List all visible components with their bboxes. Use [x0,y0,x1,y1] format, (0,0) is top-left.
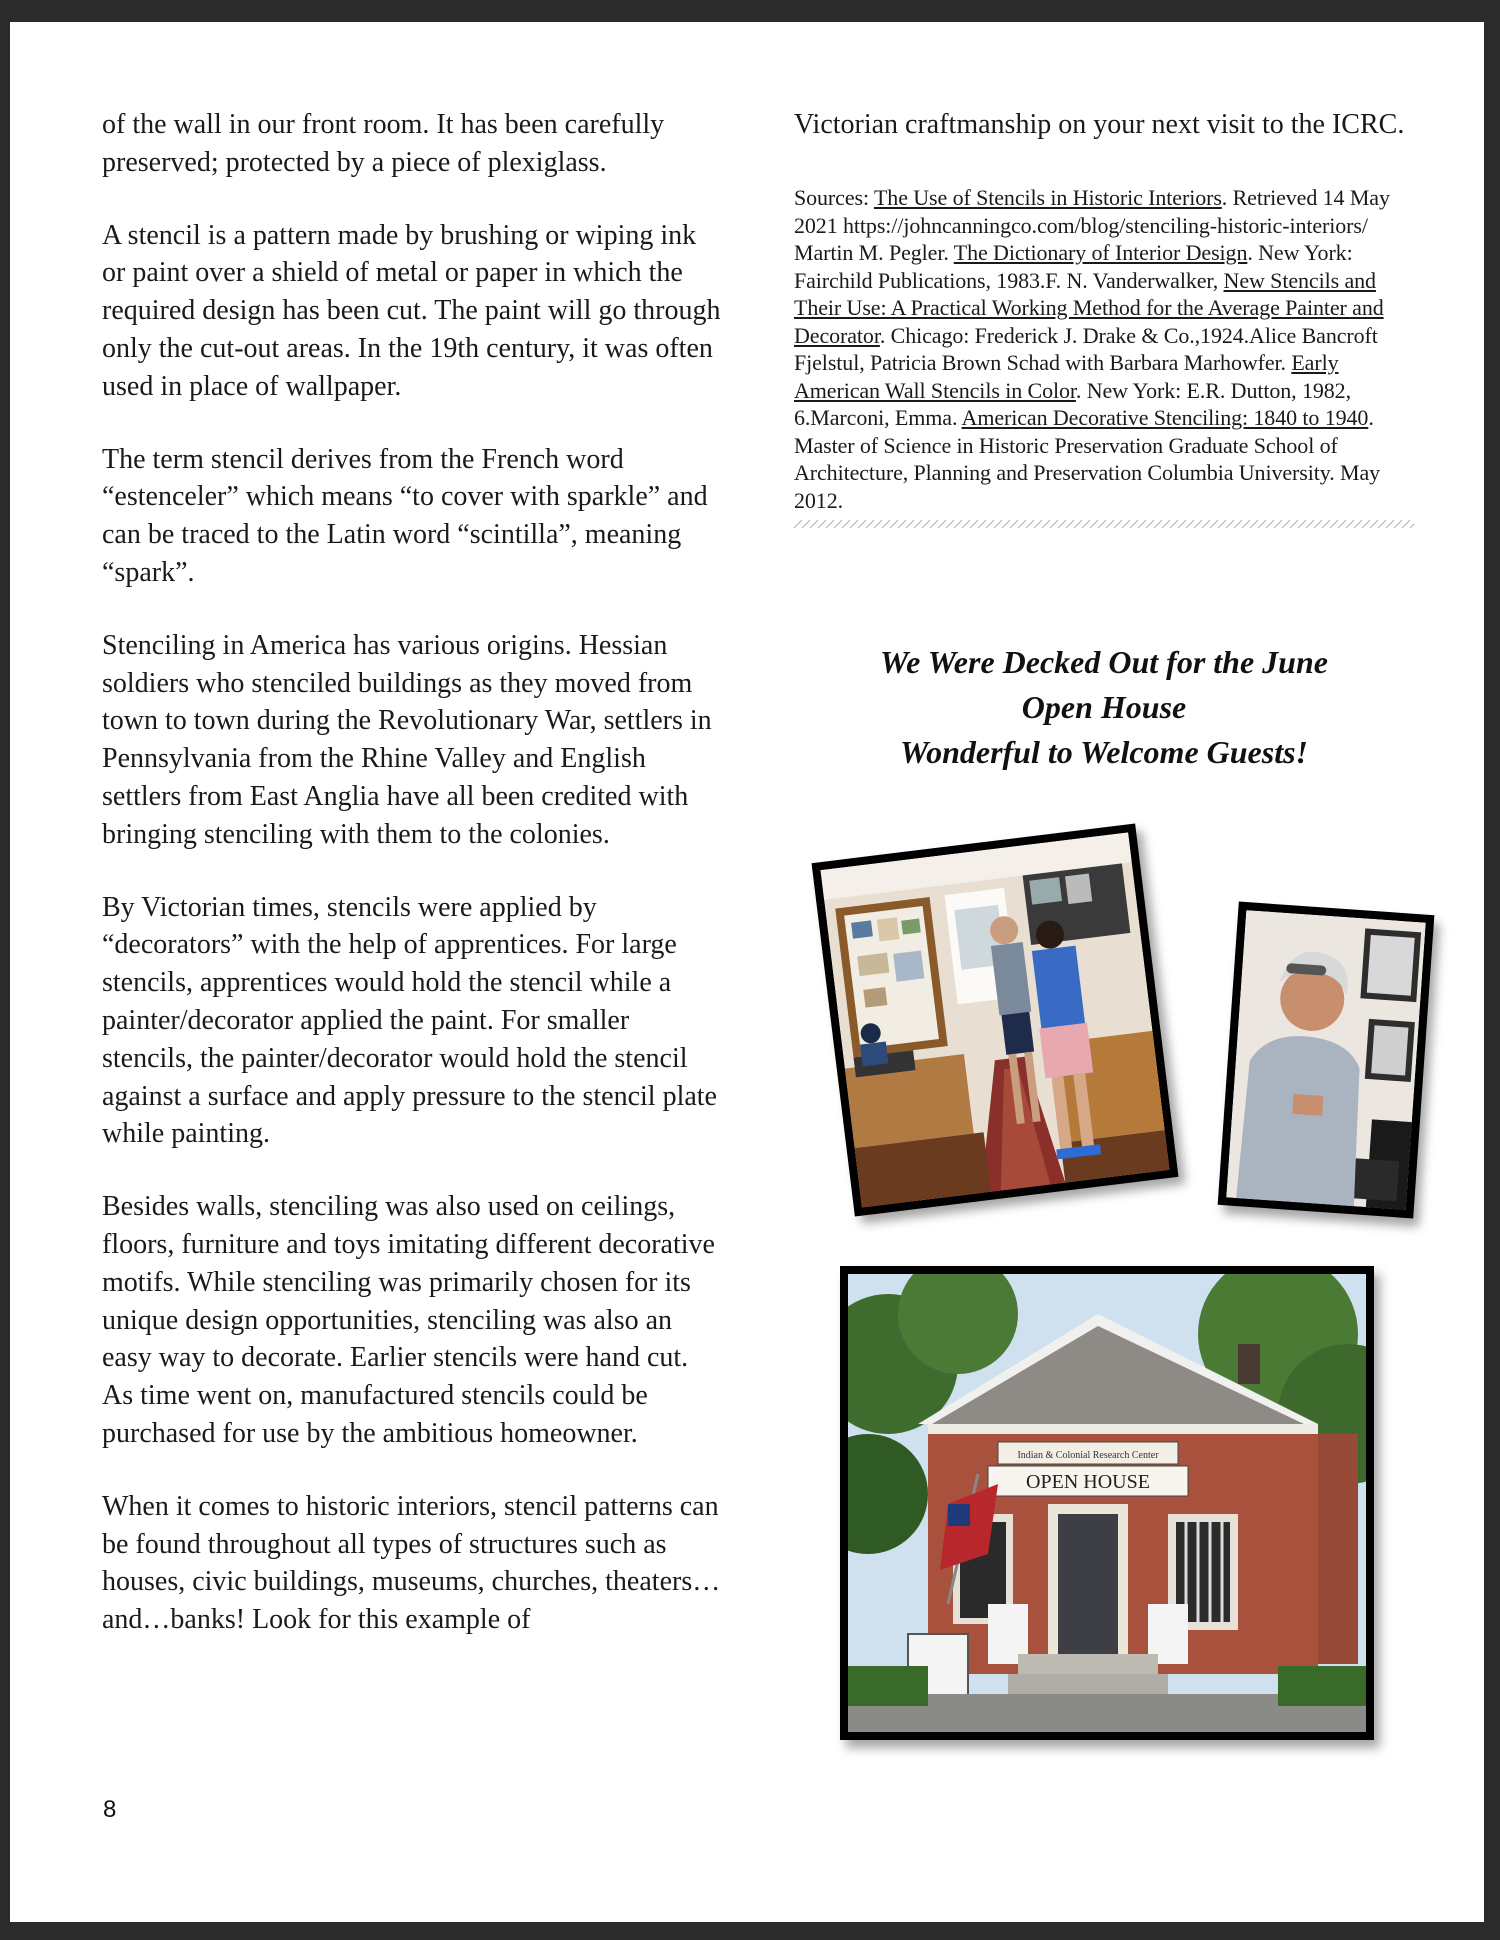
headline-line-1: We Were Decked Out for the June [880,644,1328,680]
paragraph-3: The term stencil derives from the French word “estenceler” which means “to cover with sparkle” and can be traced to the Latin word “scintilla”, meaning “spark”. [102,443,708,588]
paragraph-5: By Victorian times, stencils were applied by “decorators” with the help of apprentices. For large stencils, apprentices would hold the stencil while a painter/decorator applied the paint. For smaller stencils, the painter/decorator would hold the stencil against a surface and apply pressure to the stencil plate while painting. [102,891,717,1150]
paragraph-4: Stenciling in America has various origins. Hessian soldiers who stenciled buildings as they moved from town to town during the Revolutionary War, settlers in Pennsylvania from the Rhine Valley and English settlers from East Anglia have all been credited with bringing stenciling with them to the colonies. [102,629,712,850]
source-link[interactable]: New Stencils and Their Use: A Practical Working Method for the Average Painter and Decorator [794,267,1384,348]
headline-line-3: Wonderful to Welcome Guests! [899,734,1308,770]
building-sign-big: OPEN HOUSE [1026,1471,1150,1493]
sources-text: . Chicago: Frederick J. Drake & Co.,1924.Alice Bancroft Fjelstul, Patricia Brown Schad with Barbara Marhowfer. [794,322,1378,375]
photo-interior-visitors [812,823,1179,1216]
source-link[interactable]: American Decorative Stenciling: 1840 to 1940 [961,405,1369,430]
paragraph-2: A stencil is a pattern made by brushing or wiping ink or paint over a shield of metal or paper in which the required design has been cut. The paint will go through only the cut-out areas. In the 19th century, it was often used in place of wallpaper. [102,219,721,402]
building-sign-small: Indian & Colonial Research Center [1017,1450,1159,1461]
source-link[interactable]: The Dictionary of Interior Design [953,240,1248,265]
paragraph-7: When it comes to historic interiors, stencil patterns can be found throughout all types of structures such as houses, civic buildings, museums, churches, theaters…and…banks! Look for this example of [102,1490,721,1636]
source-link[interactable]: Early American Wall Stencils in Color [794,350,1339,403]
document-page [10,22,1484,1922]
sources-text: . New York: Fairchild Publications, 1983.F. N. Vanderwalker, [794,240,1353,293]
photo-brick-building [840,1266,1374,1740]
source-link[interactable]: The Use of Stencils in Historic Interiors [873,185,1222,210]
headline-line-2: Open House [1021,689,1187,725]
right-column [794,106,1414,528]
sources-block [794,184,1414,520]
paragraph-1: of the wall in our front room. It has been carefully preserved; protected by a piece of plexiglass. [102,109,665,178]
sources-text: . New York: E.R. Dutton, 1982, 6.Marconi, Emma. [794,377,1351,430]
building-photo-image [848,1274,1366,1732]
left-column [102,106,722,1674]
continuation-paragraph: Victorian craftmanship on your next visit to the ICRC. [794,109,1405,140]
man-photo-image [1226,910,1426,1210]
sources-text: . Retrieved 14 May 2021 https://johncanningco.com/blog/stenciling-historic-interiors/ Martin M. Pegler. [794,185,1390,265]
paragraph-6: Besides walls, stenciling was also used on ceilings, floors, furniture and toys imitating different decorative motifs. While stenciling was primarily chosen for its unique design opportunities, stenciling was also an easy way to decorate. Earlier stencils were hand cut. As time went on, manufactured stencils could be purchased for use by the ambitious homeowner. [102,1191,715,1449]
sources-text: Sources: [794,185,874,210]
photo-man-grey-shirt [1218,902,1435,1219]
page-number: 8 [103,1796,117,1823]
sources-text: . Master of Science in Historic Preservation Graduate School of Architecture, Planning and Preservation Columbia University. May 2012. [794,405,1381,513]
wavy-divider [794,520,1414,528]
open-house-headline [794,640,1414,775]
interior-photo-image [820,832,1169,1207]
